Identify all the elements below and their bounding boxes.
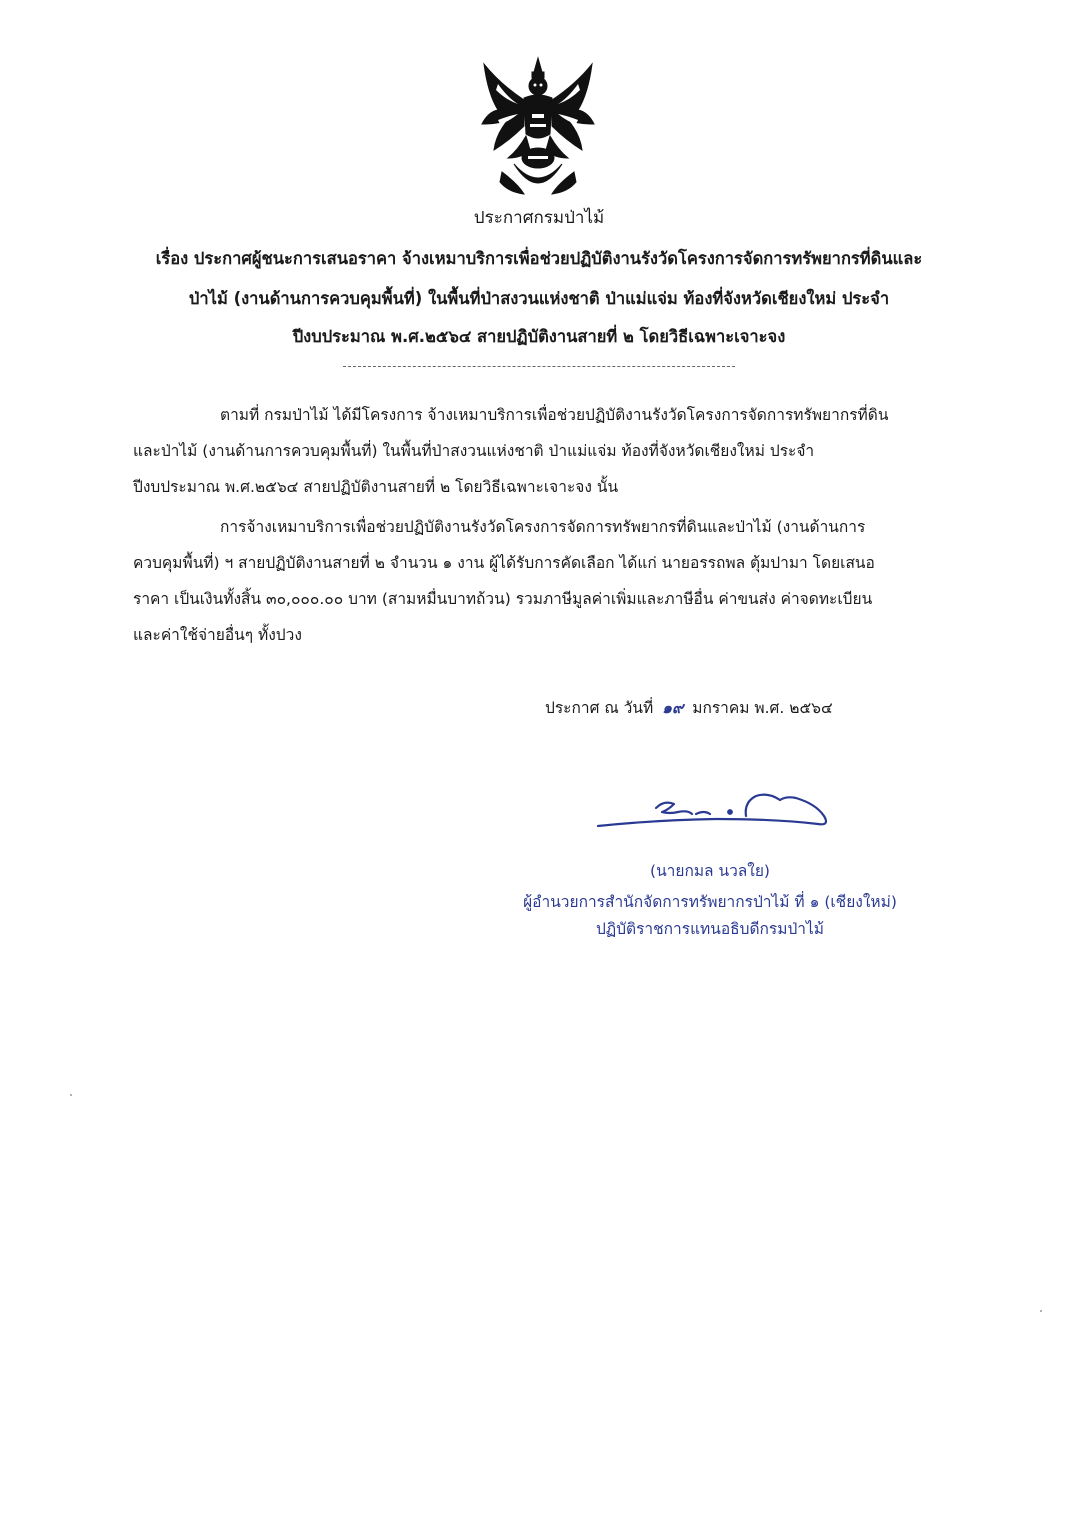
scan-speck bbox=[70, 1094, 72, 1096]
subject-line-2: ป่าไม้ (งานด้านการควบคุมพื้นที่) ในพื้นที่ป่าสงวนแห่งชาติ ป่าแม่แจ่ม ท้องที่จังหวัดเชียงใหม่ ประจำ bbox=[188, 289, 890, 308]
paragraph-1-line-3: ปีงบประมาณ พ.ศ.๒๕๖๔ สายปฏิบัติงานสายที่ ๒ โดยวิธีเฉพาะเจาะจง นั้น bbox=[133, 478, 619, 496]
paragraph-2-line-1: การจ้างเหมาบริการเพื่อช่วยปฏิบัติงานรังวัดโครงการจัดการทรัพยากรที่ดินและป่าไม้ (งานด้านการ bbox=[220, 518, 866, 536]
handwritten-signature-icon bbox=[596, 786, 832, 834]
date-month-year: มกราคม พ.ศ. ๒๕๖๔ bbox=[692, 699, 833, 717]
paragraph-2-line-3: ราคา เป็นเงินทั้งสิ้น ๓๐,๐๐๐.๐๐ บาท (สามหมื่นบาทถ้วน) รวมภาษีมูลค่าเพิ่มและภาษีอื่น ค่าขนส่ง ค่าจดทะเบียน bbox=[133, 590, 873, 608]
date-prefix: ประกาศ ณ วันที่ bbox=[545, 699, 654, 717]
separator-line bbox=[343, 366, 735, 367]
signatory-position: ผู้อำนวยการสำนักจัดการทรัพยากรป่าไม้ ที่ ๑ (เชียงใหม่) bbox=[523, 893, 897, 911]
scan-speck bbox=[1040, 1310, 1042, 1312]
subject-line-3: ปีงบประมาณ พ.ศ.๒๕๖๔ สายปฏิบัติงานสายที่ ๒ โดยวิธีเฉพาะเจาะจง bbox=[292, 327, 786, 346]
announcement-date bbox=[545, 695, 833, 720]
signatory-name: (นายกมล นวลใย) bbox=[650, 862, 770, 880]
garuda-emblem-icon bbox=[478, 54, 598, 202]
agency-title: ประกาศกรมป่าไม้ bbox=[473, 208, 605, 228]
paragraph-1-line-1: ตามที่ กรมป่าไม้ ได้มีโครงการ จ้างเหมาบริการเพื่อช่วยปฏิบัติงานรังวัดโครงการจัดการทรัพยากรที่ดิน bbox=[220, 406, 889, 424]
paragraph-2-line-4: และค่าใช้จ่ายอื่นๆ ทั้งปวง bbox=[133, 626, 302, 644]
paragraph-2-line-2: ควบคุมพื้นที่) ฯ สายปฏิบัติงานสายที่ ๒ จำนวน ๑ งาน ผู้ได้รับการคัดเลือก ได้แก่ นายอรรถพล ตุ้มปามา โดยเสนอ bbox=[133, 554, 875, 572]
date-day: ๑๙ bbox=[662, 699, 684, 717]
subject-line-1: เรื่อง ประกาศผู้ชนะการเสนอราคา จ้างเหมาบริการเพื่อช่วยปฏิบัติงานรังวัดโครงการจัดการทรัพยากรที่ดินและ bbox=[155, 249, 923, 268]
signatory-acting: ปฏิบัติราชการแทนอธิบดีกรมป่าไม้ bbox=[595, 920, 825, 938]
paragraph-1-line-2: และป่าไม้ (งานด้านการควบคุมพื้นที่) ในพื้นที่ป่าสงวนแห่งชาติ ป่าแม่แจ่ม ท้องที่จังหวัดเชียงใหม่ ประจำ bbox=[133, 442, 815, 460]
